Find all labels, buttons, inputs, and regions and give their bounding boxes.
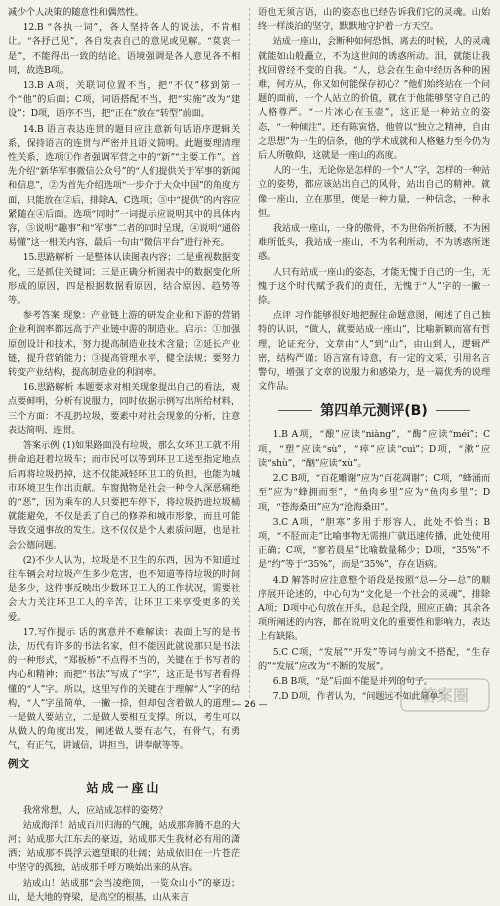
answer-16-analysis: 16.思路解析 本题要求对相关现象提出自己的看法，观点要鲜明，分析有说服力，同时依据示例写出所给材料，三个方面：不乱扔垃圾，要素中对社会现象的分析，注意表达简明、连贯。 bbox=[8, 382, 240, 436]
answer-14: 14.B 语言表达连贯的题目应注意新句话语序逻辑关系，保持语言的连贯与严密并且语义简明。此题要理清理性关系，选项①作者强调军营之中的“新”“主要工作”。首先介绍“新华军事微信公众号”的“人们提供关于军事的新闻和信息”，②为首先介绍选项“一步介于大众中国”的角度方面，只能放在②后，排除A、C选项；⑤中“提供”的内容应紧随在④后面。选项“同时”一词提示应说明其中的具体内容，⑤说明“趣事”和“军事”二者的同时呈现，④说明“通俗易懂”这一相关内容，最后一句由“微信平台”进行补充。 bbox=[8, 123, 240, 249]
example-label: 例文 bbox=[8, 757, 29, 770]
answer-17-writing-tip: 17.写作提示 话的寓意并不难解读：表面上写的是书法，历代有许多的书法名家，但不能因此就说那只是书法的一种形式，“郑板桥”不点得不当的，关键在于书写者的内心和精神；而把“书法”写成了“字”，这正是书写者看得懂的“人”字。所以，这里写作的关键在于理解“人”字的结构，“人”字虽简单，一撇一捺，但却包含着做人的道理：一是做人要站立，二是做人要相互支撑。所以，考生可以从做人的角度出发，阐述做人要有志气，有骨气，有勇气，有正气，讲诚信，讲担当，讲奉献等等。 bbox=[8, 626, 240, 752]
answer-16-example-1: 答案示例 (1)如果路面没有垃圾，那么女环卫工就不用拼命追赶着垃圾车；而市民可以等到环卫工送至指定地点后再将垃圾扔掉，这不仅能减轻环卫工的负担，也能为城市环境卫生作出贡献。车窗抛物是社会一种令人深恶痛绝的“恶”，因为乘车的人只要把车停下，将垃圾扔进垃圾桶就能避免，不仅是丢了自己的修养和城市形象，而且可能导致交通事故的发生。这不仅仅是个人素质问题，也是社会公德问题。 bbox=[8, 440, 240, 551]
essay-paragraph: 我站成一座山，一身的傲骨，不为世俗所折腰，不为困难所低头，我站成一座山，不为名利所动，不为诱惑所迷惑。 bbox=[258, 223, 490, 263]
page-number: — 26 — bbox=[232, 700, 268, 710]
essay-paragraph: 站成山！站成那“会当凌绝顶，一览众山小”的豪迈；山，是大地的脊梁，是高空的根基，山从来言 bbox=[8, 877, 240, 903]
essay-title: 站成一座山 bbox=[86, 780, 162, 795]
essay-paragraph: 站成海洋！站成百川归海的气魄，站成那奔腾不息的大河；站成那大江东去的豪迈，站成那天生我材必有用的潇洒；站成那不畏浮云遮望眼的壮阔；站成依旧在一片苍茫中坚守的孤独，站成那千呼万唤始出来的从容。 bbox=[8, 819, 240, 874]
answer-6: 6.B B项，“是”后面不能是并列的句子。 bbox=[272, 675, 433, 687]
heading-rule bbox=[278, 410, 312, 411]
comment: 点评 习作能够很好地把握住命题意图，阐述了自己独特的认识，“做人，就要站成一座山”，比喻新颖而富有哲理，论证充分，文章由“人”到“山”，由山到人，逻辑严密，结构严谨；语言富有诗意，有一定的文采，引用名言警句，增强了文章的说服力和感染力，是一篇优秀的说理文作品。 bbox=[258, 310, 490, 393]
column-divider bbox=[249, 8, 250, 698]
answer-5: 5.C C项，“发展”“开发”等词与前文不搭配，“生存的”“发展”应改为“不断的发展”。 bbox=[258, 646, 490, 672]
answer-13: 13.B A项，关联词位置不当，把“不仅”移到第一个“他”的后面；C项，词语搭配不当，把“实施”改为“建设”；D项，语序不当，把“正在”放在“转型”前面。 bbox=[8, 80, 240, 120]
answer-16-example-2: (2)不少人认为，垃圾是不卫生的东西，因为不知道过往车辆会对垃圾产生多少危害，也不知道等待垃圾的时间是多少，这件事反映出少数环卫工人的工作状况，需要社会大力关注环卫工人的辛苦，让环卫工来享受更多的关爱。 bbox=[8, 554, 240, 623]
paragraph: 减少个人决策的随意性和偶然性。 bbox=[8, 7, 144, 18]
answer-4: 4.D 解答时应注意整个语段是按照“总—分—总”的顺序展开论述的，中心句为“文化是一个社会的灵魂”，排除A项；D项中心句放在开头，总起全段，照应正确；其余各项所阐述的内容，都在说明文化的重要性和影响力，表达上有缺陷。 bbox=[258, 574, 490, 643]
answer-2: 2.C B项，“百花雕谢”应为“百花凋谢”；C项，“蜂涌而至”应为“蜂拥而至”，“鱼肉乡里”应为“鱼肉乡里”；D项，“苍海桑田”应为“沧海桑田”。 bbox=[258, 473, 490, 513]
watermark-text: 答案圈 bbox=[420, 686, 470, 705]
answer-3: 3.C A项，“胆寒”多用于形容人，此处不恰当；B项，“不胫而走”比喻事物无需推广就迅速传播，此处使用正确；C项，“寥若晨星”比喻数量稀少；D项，“35%”不是“约”等于“35%”，而是“35%”，存在语病。 bbox=[258, 516, 490, 571]
answer-15-reference: 参考答案 现象：产业链上游的研发企业和下游的营销企业利润率都远高于产业链中游的制造业。启示：①加强原创设计和技术，努力提高制造业技术含量；②延长产业链，提升营销能力；③提高管理水平，健全法规；要努力转变产业结构，提高制造业的利润率。 bbox=[8, 310, 240, 379]
answer-1: 1.B A项，“酿”应读“niàng”，“酶”应读“méi”；C项，“塑”应读“sù”，“瘁”应读“cuì”；D项，“漱”应读“shù”，“酗”应读“xù”。 bbox=[258, 429, 490, 469]
section-heading bbox=[258, 400, 490, 420]
essay-paragraph: 人的一生，无论你是怎样的一个“人”字，怎样的一种站立的姿势，都应该站出自己的风骨，站出自己的精神。就像一座山，立在那里，便是一种力量，一种信念，一种永恒。 bbox=[258, 165, 490, 219]
heading-rule bbox=[436, 410, 470, 411]
essay-paragraph: 人只有站成一座山的姿态，才能无愧于自己的一生，无愧于这个时代赋予我们的责任，无愧于“人”字的一撇一捺。 bbox=[258, 266, 490, 307]
answer-12: 12.B “各执一词”，各人坚持各人的说法，不肯相让。“各抒己见”，各自发表自己的意见或见解。“莫衷一是”，不能得出一致的结论。语境强调是各人意见各不相同，故选B项。 bbox=[8, 22, 240, 76]
essay-paragraph: 语也无须言语，山的姿态也已经告诉我们它的灵魂。山始终一样淡泊的坚守，默默地守护着一方天空。 bbox=[258, 7, 490, 33]
essay-paragraph: 站成一座山，会断种如何恐惧、离去的时候，人的灵魂就能如山般矗立，不为这世间的诱惑所动。泪，就能让我找回曾经不变的自我。“人，总会在生命中经历各种的困难，何方从，你又如何能保存初心？”他们始终站在一个问题的面前，一个人站立的价值，就在于他能够坚守自己的人格尊严。“一片冰心在玉壶”，这正是一种站立的姿态，“一种倾注”。还有陈寅恪，他曾以“独立之精神，自由之思想”为一生的信条，他的学术成就和人格魅力至今仍为后人所敬仰，这就是一座山的高度。 bbox=[258, 36, 490, 162]
left-column bbox=[8, 6, 240, 906]
right-column bbox=[258, 6, 490, 705]
answer-7: 7.D D项，作者认为，“问题远不如此简单” bbox=[272, 691, 444, 703]
answer-15-analysis: 15.思路解析 一是整体认读图表内容；二是重视数据变化，三是抓住关键词；三是正确分析图表中的数据变化所形成的原因，四是根据数据看原因，结合原因、趋势等等。 bbox=[8, 252, 240, 307]
essay-paragraph: 我常常想，人，应站成怎样的姿势？ bbox=[22, 804, 168, 816]
watermark-logo-icon bbox=[400, 678, 490, 712]
section-title: 第四单元测评(B) bbox=[320, 403, 428, 420]
